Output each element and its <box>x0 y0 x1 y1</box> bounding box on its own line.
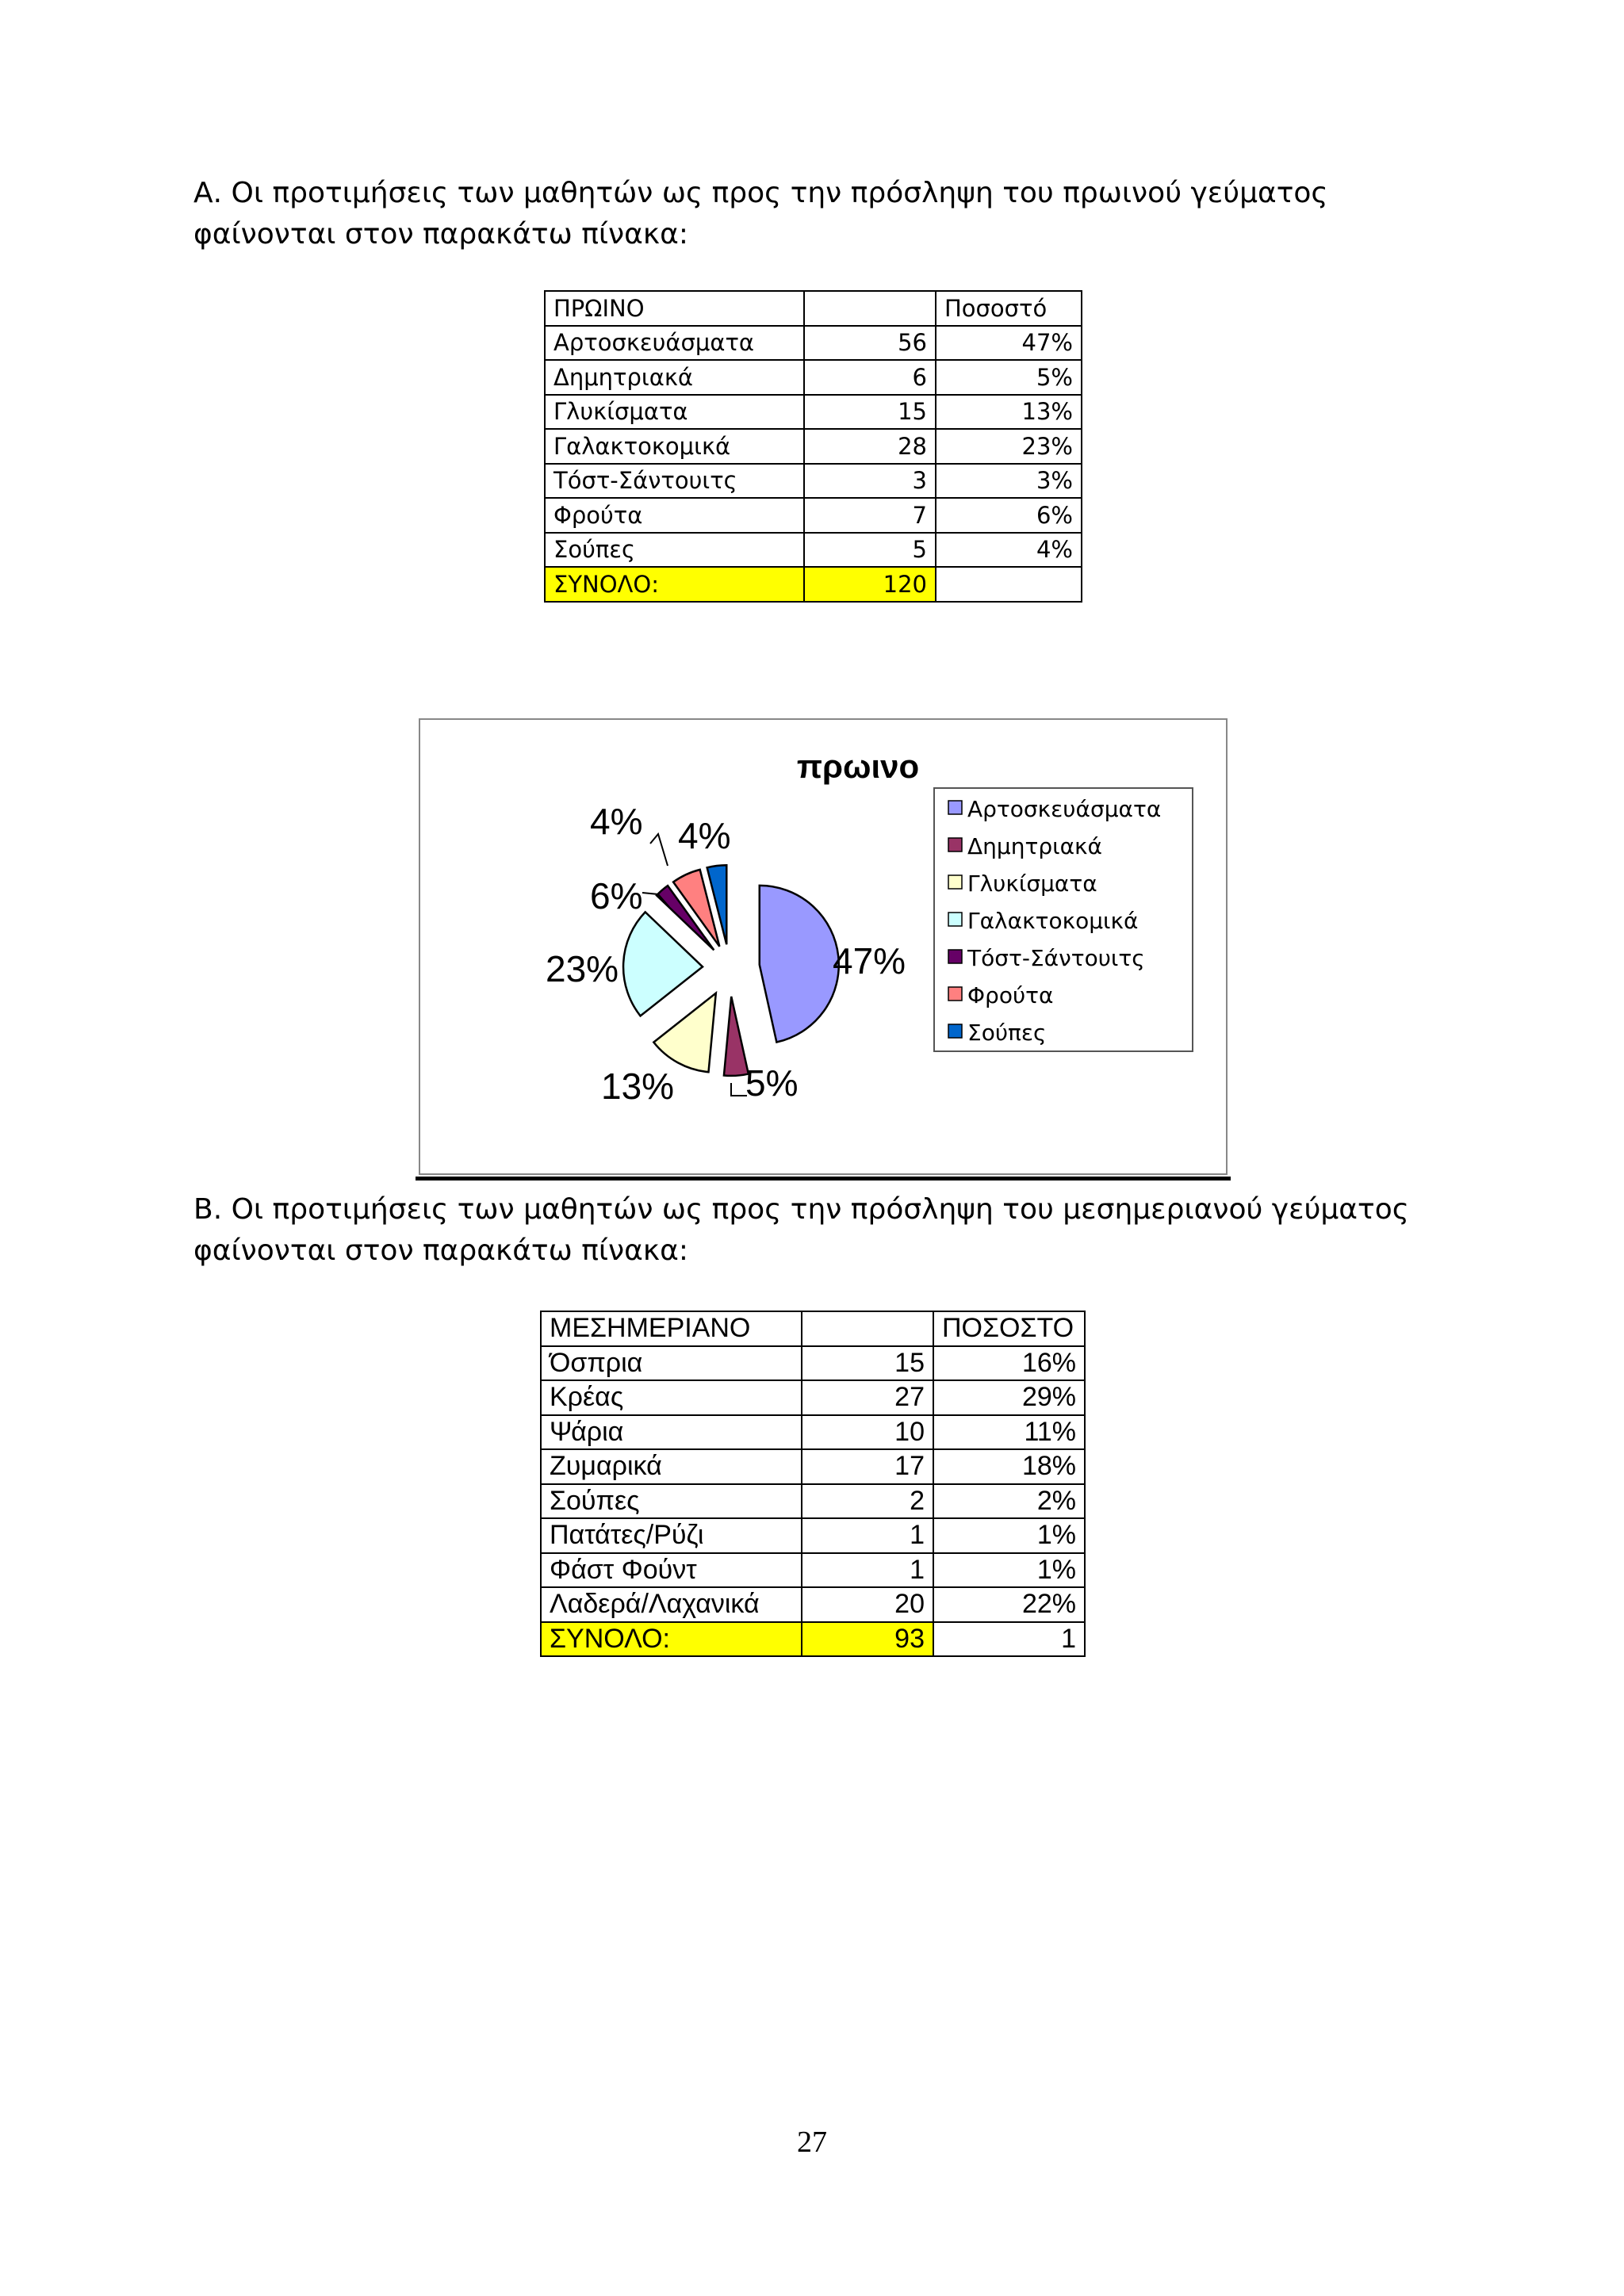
legend-label: Φρούτα <box>967 982 1054 1008</box>
legend-label: Σούπες <box>967 1020 1047 1046</box>
breakfast-cell: 5% <box>936 360 1082 395</box>
lunch-cell: 17 <box>802 1449 933 1484</box>
lunch-cell: 27 <box>802 1380 933 1415</box>
pie-data-label: 5% <box>745 1062 799 1104</box>
pie-data-label: 13% <box>601 1066 675 1107</box>
lunch-cell: 10 <box>802 1415 933 1450</box>
breakfast-total-row <box>545 567 1082 602</box>
breakfast-cell: 47% <box>936 326 1082 361</box>
lunch-cell: Σούπες <box>541 1484 802 1519</box>
breakfast-cell: 3 <box>804 464 936 499</box>
pie-data-label: 23% <box>546 948 619 989</box>
breakfast-cell: Γλυκίσματα <box>545 395 804 430</box>
breakfast-header-row <box>545 291 1082 326</box>
legend-label: Γαλακτοκομικά <box>967 908 1139 934</box>
leader-line <box>650 834 668 866</box>
legend-label: Δημητριακά <box>967 833 1102 859</box>
breakfast-cell: Αρτοσκευάσματα <box>545 326 804 361</box>
pie-data-label: 6% <box>590 875 643 916</box>
section-b-text: Β. Οι προτιμήσεις των μαθητών ως προς την πρόσληψη του μεσημεριανού γεύματος φαίνονται στον παρακάτω πίνακα: <box>193 1193 1409 1267</box>
legend-swatch <box>948 987 962 1001</box>
section-a-text: Α. Οι προτιμήσεις των μαθητών ως προς την πρόσληψη του πρωινού γεύματος φαίνονται στον παρακάτω πίνακα: <box>193 177 1328 251</box>
breakfast-cell <box>804 291 936 326</box>
leader-line <box>731 1083 747 1096</box>
breakfast-cell: Γαλακτοκομικά <box>545 429 804 464</box>
lunch-cell: Λαδερά/Λαχανικά <box>541 1587 802 1622</box>
lunch-cell: 1% <box>933 1553 1085 1588</box>
lunch-cell: 22% <box>933 1587 1085 1622</box>
breakfast-cell <box>936 567 1082 602</box>
legend-swatch <box>948 801 962 814</box>
lunch-cell: 2% <box>933 1484 1085 1519</box>
lunch-row <box>541 1449 1085 1484</box>
breakfast-row <box>545 395 1082 430</box>
lunch-cell: Πατάτες/Ρύζι <box>541 1518 802 1553</box>
lunch-cell: 1 <box>933 1622 1085 1657</box>
lunch-row <box>541 1380 1085 1415</box>
breakfast-row <box>545 326 1082 361</box>
lunch-cell: Όσπρια <box>541 1346 802 1381</box>
lunch-cell: Ψάρια <box>541 1415 802 1450</box>
legend-label: Τόστ-Σάντουιτς <box>967 945 1145 971</box>
legend-swatch <box>948 875 962 889</box>
breakfast-cell: 7 <box>804 498 936 533</box>
lunch-cell: 1 <box>802 1553 933 1588</box>
pie-data-label: 4% <box>590 801 643 842</box>
lunch-cell: 18% <box>933 1449 1085 1484</box>
breakfast-cell: 120 <box>804 567 936 602</box>
lunch-cell: 93 <box>802 1622 933 1657</box>
breakfast-table <box>544 290 1082 603</box>
legend-label: Γλυκίσματα <box>967 871 1097 897</box>
breakfast-cell: 28 <box>804 429 936 464</box>
breakfast-row <box>545 360 1082 395</box>
pie-slice <box>760 886 839 1043</box>
chart-bottom-rule <box>416 1177 1231 1181</box>
breakfast-cell: ΠΡΩΙΝΟ <box>545 291 804 326</box>
lunch-cell: Κρέας <box>541 1380 802 1415</box>
legend-label: Αρτοσκευάσματα <box>967 796 1162 822</box>
breakfast-row <box>545 464 1082 499</box>
breakfast-cell: 15 <box>804 395 936 430</box>
lunch-cell: ΣΥΝΟΛΟ: <box>541 1622 802 1657</box>
lunch-cell: Ζυμαρικά <box>541 1449 802 1484</box>
lunch-cell: 29% <box>933 1380 1085 1415</box>
breakfast-cell: 6 <box>804 360 936 395</box>
lunch-cell: 1 <box>802 1518 933 1553</box>
breakfast-cell: 4% <box>936 533 1082 568</box>
legend-swatch <box>948 950 962 963</box>
breakfast-cell: 6% <box>936 498 1082 533</box>
legend-swatch <box>948 838 962 851</box>
breakfast-cell: Σούπες <box>545 533 804 568</box>
breakfast-cell: Δημητριακά <box>545 360 804 395</box>
page-number: 27 <box>797 2126 827 2159</box>
lunch-cell <box>802 1311 933 1346</box>
breakfast-cell: 13% <box>936 395 1082 430</box>
breakfast-cell: 5 <box>804 533 936 568</box>
breakfast-cell: Ποσοστό <box>936 291 1082 326</box>
breakfast-cell: ΣΥΝΟΛΟ: <box>545 567 804 602</box>
lunch-row <box>541 1518 1085 1553</box>
breakfast-cell: 56 <box>804 326 936 361</box>
lunch-cell: 1% <box>933 1518 1085 1553</box>
lunch-table <box>540 1311 1086 1657</box>
pie-slice <box>653 993 715 1073</box>
chart-title: πρωινο <box>796 748 920 785</box>
lunch-cell: 16% <box>933 1346 1085 1381</box>
lunch-header-row <box>541 1311 1085 1346</box>
legend-swatch <box>948 1024 962 1038</box>
lunch-cell: 2 <box>802 1484 933 1519</box>
breakfast-cell: 23% <box>936 429 1082 464</box>
pie-data-label: 4% <box>678 815 731 856</box>
breakfast-cell: Τόστ-Σάντουιτς <box>545 464 804 499</box>
lunch-row <box>541 1415 1085 1450</box>
breakfast-cell: Φρούτα <box>545 498 804 533</box>
breakfast-pie-chart <box>419 718 1228 1175</box>
breakfast-row <box>545 533 1082 568</box>
lunch-total-row <box>541 1622 1085 1657</box>
lunch-cell: ΠΟΣΟΣΤΟ <box>933 1311 1085 1346</box>
lunch-cell: ΜΕΣΗΜΕΡΙΑΝΟ <box>541 1311 802 1346</box>
legend-swatch <box>948 913 962 926</box>
lunch-row <box>541 1587 1085 1622</box>
breakfast-cell: 3% <box>936 464 1082 499</box>
breakfast-row <box>545 429 1082 464</box>
lunch-row <box>541 1346 1085 1381</box>
lunch-cell: 15 <box>802 1346 933 1381</box>
lunch-cell: 20 <box>802 1587 933 1622</box>
lunch-row <box>541 1553 1085 1588</box>
lunch-cell: 11% <box>933 1415 1085 1450</box>
breakfast-row <box>545 498 1082 533</box>
lunch-cell: Φάστ Φούντ <box>541 1553 802 1588</box>
pie-data-label: 47% <box>833 940 906 982</box>
pie-chart-svg <box>420 720 1226 1173</box>
lunch-row <box>541 1484 1085 1519</box>
